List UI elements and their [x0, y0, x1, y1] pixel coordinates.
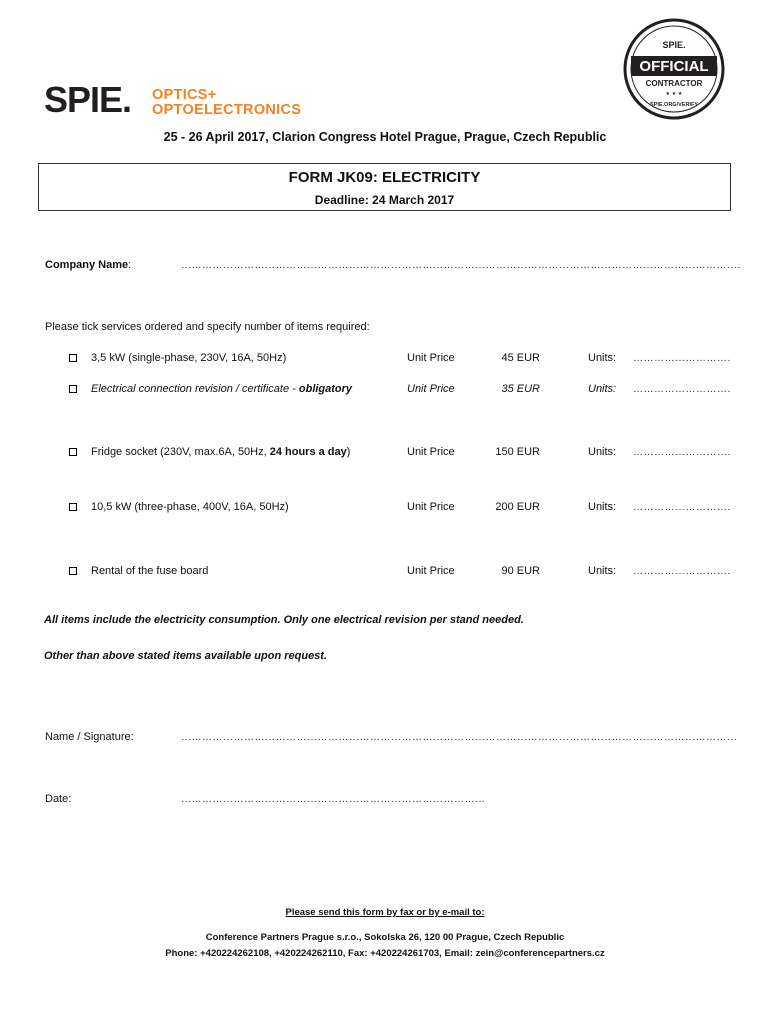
- units-label: Units:: [588, 352, 617, 364]
- unit-price-label: Unit Price: [407, 383, 455, 395]
- form-title: FORM JK09: ELECTRICITY: [288, 169, 481, 186]
- service-item-row: [0, 383, 770, 399]
- service-description-end: ): [346, 446, 351, 458]
- footer-company-address: Conference Partners Prague s.r.o., Sokolska 26, 120 00 Prague, Czech Republic: [205, 932, 565, 943]
- badge-top-text: SPIE.: [662, 40, 686, 50]
- footer-send-instruction: Please send this form by fax or by e-mail to:: [285, 907, 485, 918]
- units-label: Units:: [588, 501, 617, 513]
- service-checkbox[interactable]: [69, 503, 77, 511]
- signature-field[interactable]: ……………………………………………………………………………………………………………………………………………: [181, 732, 738, 743]
- logo-line-2: OPTOELECTRONICS: [152, 102, 302, 118]
- service-description: [91, 501, 289, 513]
- footer-contact-details: Phone: +420224262108, +420224262110, Fax: +420224261703, Email: zein@conferencepartners.cz: [165, 948, 605, 959]
- company-name-colon: :: [128, 259, 132, 271]
- units-field[interactable]: ……………………….: [633, 353, 731, 364]
- company-name-label-text: Company Name: [45, 259, 129, 271]
- unit-price-label: Unit Price: [407, 501, 455, 513]
- service-item-row: [0, 501, 770, 517]
- units-field[interactable]: ……………………….: [633, 447, 731, 458]
- service-checkbox[interactable]: [69, 385, 77, 393]
- service-description-bold: 24 hours a day: [269, 446, 347, 458]
- spie-logo: SPIE.: [44, 79, 132, 120]
- service-checkbox[interactable]: [69, 567, 77, 575]
- badge-main-text: OFFICIAL: [639, 58, 709, 75]
- official-contractor-badge: [623, 18, 725, 120]
- service-item-row: [0, 446, 770, 462]
- event-info: 25 - 26 April 2017, Clarion Congress Hotel Prague, Prague, Czech Republic: [163, 130, 607, 144]
- unit-price-value: 90 EUR: [501, 565, 540, 577]
- service-item-row: [0, 352, 770, 368]
- unit-price-value: 35 EUR: [501, 383, 540, 395]
- units-field[interactable]: ……………………….: [633, 502, 731, 513]
- service-description: [91, 383, 352, 395]
- unit-price-label: Unit Price: [407, 352, 455, 364]
- unit-price-label: Unit Price: [407, 446, 455, 458]
- service-description-text: 10,5 kW (three-phase, 400V, 16A, 50Hz): [91, 501, 289, 513]
- units-label: Units:: [588, 383, 617, 395]
- note-other-items: Other than above stated items available upon request.: [44, 650, 328, 662]
- service-item-row: [0, 565, 770, 581]
- company-name-label: [45, 259, 131, 271]
- unit-price-value: 200 EUR: [495, 501, 540, 513]
- logo-line-1: OPTICS+: [152, 87, 217, 103]
- units-field[interactable]: ……………………….: [633, 384, 731, 395]
- logo-subtitle: [152, 88, 301, 118]
- company-name-field[interactable]: …………………………………………………………………………………………………………………………………………….: [181, 260, 741, 271]
- service-checkbox[interactable]: [69, 448, 77, 456]
- service-description: [91, 352, 286, 364]
- note-electricity-consumption: All items include the electricity consumption. Only one electrical revision per stand needed.: [44, 614, 524, 626]
- service-checkbox[interactable]: [69, 354, 77, 362]
- form-header-box: [38, 163, 731, 211]
- service-description-text: Electrical connection revision / certificate -: [91, 383, 299, 395]
- date-label: Date:: [45, 793, 72, 805]
- badge-sub-text: CONTRACTOR: [645, 79, 703, 88]
- service-description: [91, 446, 350, 458]
- date-field[interactable]: ……………………………………………………………………………: [181, 794, 486, 805]
- units-field[interactable]: ……………………….: [633, 566, 731, 577]
- instructions-text: Please tick services ordered and specify number of items required:: [45, 321, 370, 333]
- units-label: Units:: [588, 565, 617, 577]
- form-deadline: Deadline: 24 March 2017: [314, 193, 455, 207]
- service-description-text: Fridge socket (230V, max.6A, 50Hz,: [91, 446, 270, 458]
- unit-price-value: 150 EUR: [495, 446, 540, 458]
- badge-url: SPIE.ORG/VERIFY: [650, 102, 698, 108]
- service-description-text: 3,5 kW (single-phase, 230V, 16A, 50Hz): [91, 352, 287, 364]
- unit-price-label: Unit Price: [407, 565, 455, 577]
- units-label: Units:: [588, 446, 617, 458]
- service-description-bold: obligatory: [298, 383, 353, 395]
- signature-label: Name / Signature:: [45, 731, 134, 743]
- service-description-text: Rental of the fuse board: [91, 565, 209, 577]
- service-description: [91, 565, 208, 577]
- badge-stars: ★ ★ ★: [665, 91, 683, 97]
- unit-price-value: 45 EUR: [501, 352, 540, 364]
